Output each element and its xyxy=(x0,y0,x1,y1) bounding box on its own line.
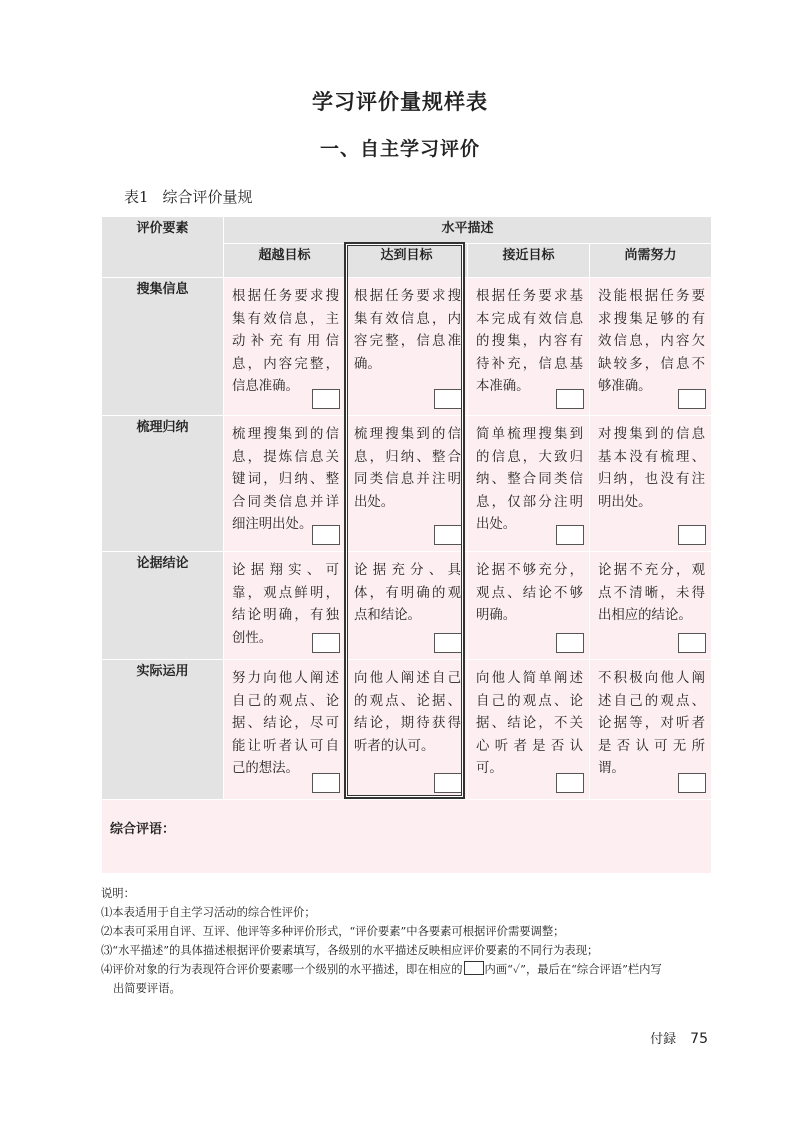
notes-section xyxy=(101,884,721,998)
note-item: ⑶“水平描述”的具体描述根据评价要素填写，各级别的水平描述反映相应评价要素的不同行为表现； xyxy=(101,944,599,957)
cell-text: 没能根据任务要求搜集足够的有效信息，内容欠缺较多，信息不够准确。 xyxy=(598,289,706,394)
check-box[interactable] xyxy=(556,389,584,409)
table-row xyxy=(102,552,712,660)
table-cell xyxy=(346,278,468,416)
table-cell xyxy=(468,416,590,552)
row-header-apply: 实际运用 xyxy=(102,660,224,800)
note-item xyxy=(101,960,721,979)
cell-text: 根据任务要求基本完成有效信息的搜集，内容有待补充，信息基本准确。 xyxy=(476,289,583,394)
table-cell xyxy=(224,552,346,660)
cell-text: 努力向他人阐述自己的观点、论据、结论，尽可能让听者认可自己的想法。 xyxy=(232,671,339,776)
check-box[interactable] xyxy=(312,389,340,409)
check-box[interactable] xyxy=(678,633,706,653)
table-cell xyxy=(590,416,712,552)
check-box[interactable] xyxy=(434,525,462,545)
check-box[interactable] xyxy=(556,525,584,545)
check-box[interactable] xyxy=(556,773,584,793)
cell-text: 梳理搜集到的信息，提炼信息关键词，归纳、整合同类信息并详细注明出处。 xyxy=(232,427,339,532)
comment-label: 综合评语： xyxy=(110,822,176,837)
check-box[interactable] xyxy=(556,633,584,653)
table-cell xyxy=(224,278,346,416)
table-row xyxy=(102,416,712,552)
cell-text: 向他人简单阐述自己的观点、论据、结论，不关心听者是否认可。 xyxy=(476,671,583,776)
table-caption xyxy=(124,186,253,207)
page-number: 75 xyxy=(690,1031,708,1047)
table-cell xyxy=(224,660,346,800)
table-cell xyxy=(590,552,712,660)
table-cell xyxy=(468,278,590,416)
table-caption-number: 表1 xyxy=(124,188,149,206)
notes-heading: 说明： xyxy=(101,887,135,900)
row-header-argument: 论据结论 xyxy=(102,552,224,660)
cell-text: 根据任务要求搜集有效信息，内容完整，信息准确。 xyxy=(354,289,461,372)
cell-text: 梳理搜集到的信息，归纳、整合同类信息并注明出处。 xyxy=(354,427,461,510)
table-cell xyxy=(346,552,468,660)
table-row xyxy=(102,278,712,416)
row-header-collect: 搜集信息 xyxy=(102,278,224,416)
page-title: 学习评价量规样表 xyxy=(312,90,488,114)
checkbox-icon xyxy=(464,961,484,975)
check-box[interactable] xyxy=(434,389,462,409)
cell-text: 论据不充分，观点不清晰，未得出相应的结论。 xyxy=(598,563,706,623)
level-exceed: 超越目标 xyxy=(224,244,346,278)
table-cell xyxy=(468,660,590,800)
cell-text: 对搜集到的信息基本没有梳理、归纳，也没有注明出处。 xyxy=(598,427,706,510)
check-box[interactable] xyxy=(678,525,706,545)
table-cell xyxy=(346,660,468,800)
cell-text: 不积极向他人阐述自己的观点、论据等，对听者是否认可无所谓。 xyxy=(598,671,706,776)
check-box[interactable] xyxy=(434,633,462,653)
check-box[interactable] xyxy=(312,525,340,545)
row-header-organize: 梳理归纳 xyxy=(102,416,224,552)
check-box[interactable] xyxy=(312,773,340,793)
element-header: 评价要素 xyxy=(102,217,224,278)
cell-text: 向他人阐述自己的观点、论据、结论，期待获得听者的认可。 xyxy=(354,671,461,754)
table-cell xyxy=(346,416,468,552)
note-item: ⑵本表可采用自评、互评、他评等多种评价形式，“评价要素”中各要素可根据评价需要调整； xyxy=(101,925,565,938)
check-box[interactable] xyxy=(678,773,706,793)
section-title: 一、自主学习评价 xyxy=(319,138,480,160)
table-row xyxy=(102,660,712,800)
rubric-table xyxy=(101,216,712,874)
cell-text: 论据翔实、可靠，观点鲜明，结论明确，有独创性。 xyxy=(232,563,339,646)
table-caption-text: 综合评价量规 xyxy=(162,188,253,206)
cell-text: 论据充分、具体，有明确的观点和结论。 xyxy=(354,563,461,623)
check-box[interactable] xyxy=(434,773,462,793)
note-item-text: 内画“✓”，最后在“综合评语”栏内写 xyxy=(484,963,662,976)
footer-label: 付録 xyxy=(650,1032,677,1047)
note-item: ⑴本表适用于自主学习活动的综合性评价； xyxy=(101,906,316,919)
cell-text: 简单梳理搜集到的信息，大致归纳、整合同类信息，仅部分注明出处。 xyxy=(476,427,583,532)
level-meet: 达到目标 xyxy=(346,244,468,278)
cell-text: 论据不够充分，观点、结论不够明确。 xyxy=(476,563,583,623)
note-item-continued: 出简要评语。 xyxy=(113,982,181,995)
cell-text: 根据任务要求搜集有效信息，主动补充有用信息，内容完整，信息准确。 xyxy=(232,289,339,394)
table-cell xyxy=(468,552,590,660)
comment-area[interactable] xyxy=(102,800,712,874)
table-cell xyxy=(590,278,712,416)
note-item-text: ⑷评价对象的行为表现符合评价要素哪一个级别的水平描述，即在相应的 xyxy=(101,963,463,976)
page-footer xyxy=(650,1028,708,1047)
level-header: 水平描述 xyxy=(224,217,712,244)
check-box[interactable] xyxy=(678,389,706,409)
check-box[interactable] xyxy=(312,633,340,653)
table-cell xyxy=(224,416,346,552)
table-cell xyxy=(590,660,712,800)
level-approach: 接近目标 xyxy=(468,244,590,278)
level-improve: 尚需努力 xyxy=(590,244,712,278)
